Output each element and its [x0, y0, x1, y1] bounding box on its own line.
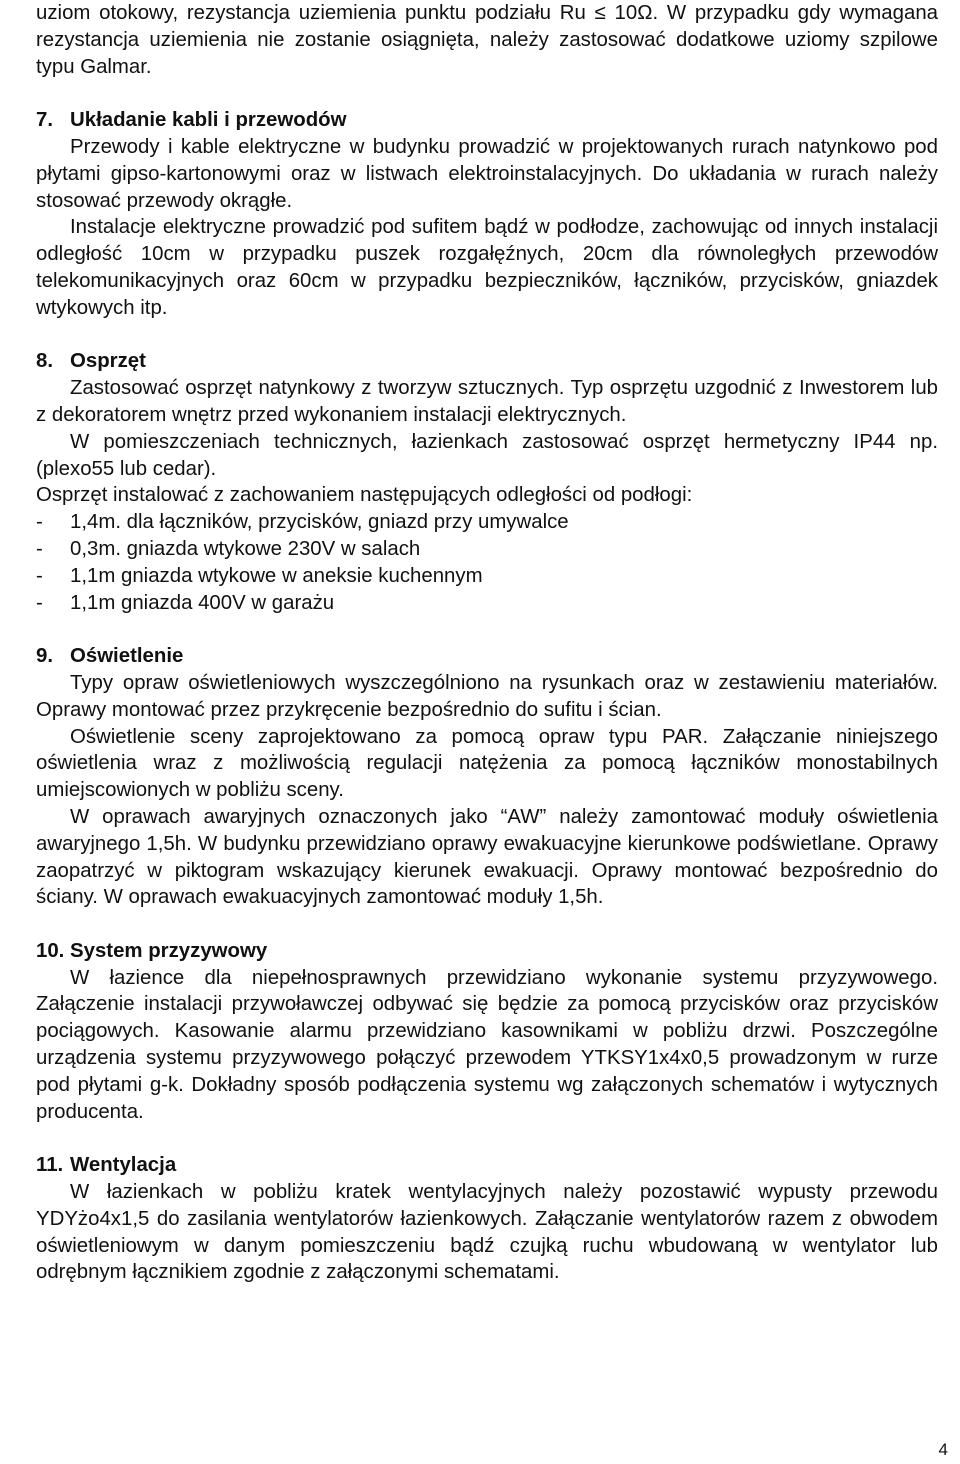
intro-paragraph: uziom otokowy, rezystancja uziemienia punktu podziału Ru ≤ 10Ω. W przypadku gdy wymagana rezystancja uziemienia nie zostanie osiągnięta, należy zastosować dodatkowe uziomy szpilowe typu Galmar. [36, 2, 938, 78]
page-number: 4 [938, 1440, 948, 1459]
spacer [36, 911, 938, 938]
section-paragraph: W łazience dla niepełnosprawnych przewidziano wykonanie systemu przyzywowego. Załączenie instalacji przywoławczej odbywać się będzie za pomocą przycisków oraz przycisków pociągowych. Kasowanie alarmu przewidziano kasownikami w pobliżu drzwi. Poszczególne urządzenia systemu przyzywowego połączyć przewodem YTKSY1x4x0,5 prowadzonym w rurze pod płytami g-k. Dokładny sposób podłączenia systemu wg załączonych schematów i wytycznych producenta. [36, 966, 938, 1123]
section-title: Wentylacja [70, 1154, 177, 1177]
section-heading [36, 107, 938, 134]
list-item [36, 563, 938, 590]
spacer [36, 1125, 938, 1152]
list-item [36, 509, 938, 536]
list-dash: - [36, 564, 43, 587]
list-item [36, 590, 938, 617]
list-item-text: 1,4m. dla łączników, przycisków, gniazd przy umywalce [70, 511, 569, 534]
section-11 [36, 1152, 938, 1286]
list-dash: - [36, 537, 43, 560]
list-item-text: 1,1m gniazda wtykowe w aneksie kuchennym [70, 564, 483, 587]
section-paragraph: Osprzęt instalować z zachowaniem następujących odległości od podłogi: [36, 484, 693, 507]
list-dash: - [36, 511, 43, 534]
section-paragraph: Typy opraw oświetleniowych wyszczególniono na rysunkach oraz w zestawieniu materiałów. Oprawy montować przez przykręcenie bezpośrednio do sufitu i ścian. [36, 671, 938, 721]
list-dash: - [36, 591, 43, 614]
section-number: 8. [36, 350, 54, 373]
section-paragraph: W łazienkach w pobliżu kratek wentylacyjnych należy pozostawić wypusty przewodu YDYżo4x1,5 do zasilania wentylatorów łazienkowych. Załączanie wentylatorów razem z obwodem oświetleniowym w danym pomieszczeniu bądź czujką ruchu wbudowaną w wentylator lub odrębnym łącznikiem zgodnie z załączonymi schematami. [36, 1181, 938, 1284]
list-item-text: 0,3m. gniazda wtykowe 230V w salach [70, 537, 421, 560]
section-number: 10. [36, 939, 65, 962]
section-title: Oświetlenie [70, 645, 184, 668]
section-10 [36, 938, 938, 1126]
section-heading [36, 938, 938, 965]
section-paragraph: Zastosować osprzęt natynkowy z tworzyw sztucznych. Typ osprzętu uzgodnić z Inwestorem lub z dekoratorem wnętrz przed wykonaniem instalacji elektrycznych. [36, 377, 938, 426]
section-heading [36, 348, 938, 375]
section-paragraph: Oświetlenie sceny zaprojektowano za pomocą opraw typu PAR. Załączanie niniejszego oświetlenia wraz z możliwością regulacji natężenia za pomocą łączników monostabilnych umiejscowionych w pobliżu sceny. [36, 725, 938, 802]
list-item [36, 536, 938, 563]
section-paragraph: W pomieszczeniach technicznych, łazienkach zastosować osprzęt hermetyczny IP44 np. (plexo55 lub cedar). [36, 430, 938, 480]
section-paragraph: Instalacje elektryczne prowadzić pod sufitem bądź w podłodze, zachowując od innych instalacji odległość 10cm w przypadku puszek rozgałęźnych, 20cm dla równoległych przewodów telekomunikacyjnych oraz 60cm w przypadku bezpieczników, łączników, przycisków, gniazdek wtykowych itp. [36, 216, 938, 319]
section-paragraph: W oprawach awaryjnych oznaczonych jako “AW” należy zamontować moduły oświetlenia awaryjnego 1,5h. W budynku przewidziano oprawy ewakuacyjne kierunkowe podświetlane. Oprawy zaopatrzyć w piktogram wskazujący kierunek ewakuacji. Oprawy montować bezpośrednio do ściany. W oprawach ewakuacyjnych zamontować moduły 1,5h. [36, 805, 938, 909]
section-number: 7. [36, 109, 54, 132]
section-number: 9. [36, 645, 54, 668]
section-9 [36, 643, 938, 911]
spacer [36, 80, 938, 107]
section-paragraph: Przewody i kable elektryczne w budynku prowadzić w projektowanych rurach natynkowo pod płytami gipso-kartonowymi oraz w listwach elektroinstalacyjnych. Do układania w rurach należy stosować przewody okrągłe. [36, 135, 938, 212]
distance-list [36, 509, 938, 616]
section-number: 11. [36, 1154, 64, 1177]
section-8 [36, 348, 938, 616]
list-item-text: 1,1m gniazda 400V w garażu [70, 591, 335, 614]
document-page [36, 0, 938, 1286]
section-heading [36, 643, 938, 670]
section-7 [36, 107, 938, 321]
section-heading [36, 1152, 938, 1179]
section-title: Osprzęt [70, 350, 146, 373]
spacer [36, 616, 938, 643]
section-title: System przyzywowy [70, 939, 268, 962]
section-title: Układanie kabli i przewodów [70, 109, 347, 132]
spacer [36, 322, 938, 349]
